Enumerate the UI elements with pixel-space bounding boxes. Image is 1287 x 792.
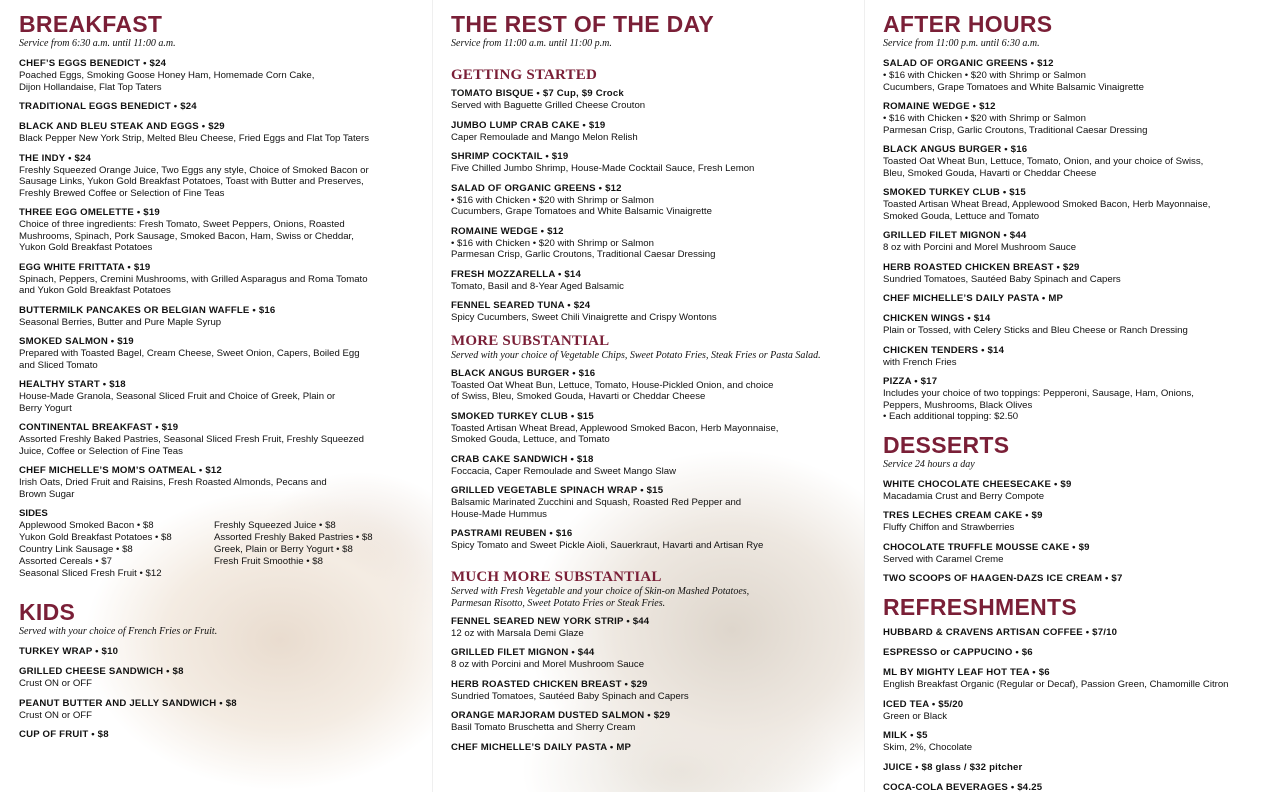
side-item: Fresh Fruit Smoothie • $8 bbox=[214, 556, 323, 567]
description-line: Sundried Tomatoes, Sautéed Baby Spinach and Capers bbox=[883, 273, 1121, 285]
menu-item-description bbox=[19, 434, 424, 457]
menu-item-description bbox=[451, 423, 856, 446]
menu-item-name: SMOKED TURKEY CLUB • $15 bbox=[451, 410, 594, 422]
description-line: Peppers, Mushrooms, Black Olives bbox=[883, 399, 1033, 411]
menu-item-name: CRAB CAKE SANDWICH • $18 bbox=[451, 453, 594, 465]
description-line: Prepared with Toasted Bagel, Cream Cheese, Sweet Onion, Capers, Boiled Egg bbox=[19, 348, 360, 359]
menu-item-description bbox=[19, 317, 424, 329]
description-line: Yukon Gold Breakfast Potatoes bbox=[19, 242, 153, 253]
menu-item bbox=[883, 230, 1283, 254]
menu-item bbox=[451, 454, 856, 478]
menu-item bbox=[883, 293, 1283, 305]
menu-item bbox=[451, 742, 856, 754]
side-item: Applewood Smoked Bacon • $8 bbox=[19, 520, 154, 531]
menu-item-name: TOMATO BISQUE • $7 Cup, $9 Crock bbox=[451, 88, 624, 99]
menu-item bbox=[883, 510, 1283, 534]
menu-item-name: PEANUT BUTTER AND JELLY SANDWICH • $8 bbox=[19, 697, 237, 709]
side-item: Greek, Plain or Berry Yogurt • $8 bbox=[214, 544, 353, 555]
description-line: Spinach, Peppers, Cremini Mushrooms, with Grilled Asparagus and Roma Tomato bbox=[19, 273, 368, 285]
menu-item-description bbox=[451, 281, 856, 293]
menu-item bbox=[451, 368, 856, 403]
description-line: • $16 with Chicken • $20 with Shrimp or Salmon bbox=[883, 70, 1086, 81]
description-line: Dijon Hollandaise, Flat Top Taters bbox=[19, 81, 162, 93]
subsection-title: MORE SUBSTANTIAL bbox=[451, 332, 610, 349]
menu-item bbox=[451, 616, 856, 640]
rest-of-day-section bbox=[451, 10, 856, 754]
description-line: Toasted Oat Wheat Bun, Lettuce, Tomato, Onion, and your choice of Swiss, bbox=[883, 156, 1204, 167]
desserts-section bbox=[883, 431, 1283, 586]
menu-item bbox=[883, 573, 1283, 585]
sides-block bbox=[19, 508, 424, 580]
menu-item-name: ROMAINE WEDGE • $12 bbox=[883, 101, 996, 112]
menu-item-name: ICED TEA • $5/20 bbox=[883, 698, 964, 710]
menu-item-name: BLACK ANGUS BURGER • $16 bbox=[883, 144, 1028, 155]
description-line: Smoked Gouda, Lettuce and Tomato bbox=[883, 210, 1040, 222]
menu-item bbox=[19, 379, 424, 414]
service-hours: Service from 6:30 a.m. until 11:00 a.m. bbox=[19, 38, 176, 49]
menu-item-description bbox=[19, 219, 424, 254]
side-item: Assorted Freshly Baked Pastries • $8 bbox=[214, 532, 373, 543]
description-line: Parmesan Crisp, Garlic Croutons, Traditional Caesar Dressing bbox=[883, 124, 1148, 136]
section-title: DESSERTS bbox=[883, 431, 1010, 458]
description-line: Balsamic Marinated Zucchini and Squash, Roasted Red Pepper and bbox=[451, 497, 742, 508]
menu-item-name: BUTTERMILK PANCAKES OR BELGIAN WAFFLE • $16 bbox=[19, 304, 276, 316]
description-line: Includes your choice of two toppings: Pepperoni, Sausage, Ham, Onions, bbox=[883, 388, 1194, 399]
menu-item bbox=[883, 542, 1283, 566]
description-line: and Yukon Gold Breakfast Potatoes bbox=[19, 285, 171, 296]
menu-item-description bbox=[451, 100, 856, 112]
menu-item-description bbox=[451, 132, 856, 144]
menu-item-description bbox=[451, 163, 856, 175]
menu-item-name: CUP OF FRUIT • $8 bbox=[19, 729, 109, 740]
menu-item-description bbox=[19, 70, 424, 93]
menu-item-name: CHEF MICHELLE’S DAILY PASTA • MP bbox=[451, 741, 632, 753]
section-title: THE REST OF THE DAY bbox=[451, 11, 714, 37]
description-line: Tomato, Basil and 8-Year Aged Balsamic bbox=[451, 280, 624, 292]
menu-item bbox=[883, 627, 1283, 639]
menu-item-description bbox=[19, 678, 424, 690]
menu-item-name: TRES LECHES CREAM CAKE • $9 bbox=[883, 510, 1043, 521]
menu-item-description bbox=[451, 540, 856, 552]
description-line: Served with Baguette Grilled Cheese Crouton bbox=[451, 100, 646, 111]
description-line: of Swiss, Bleu, Smoked Gouda, Havarti or Cheddar Cheese bbox=[451, 391, 706, 402]
service-hours: Service 24 hours a day bbox=[883, 458, 975, 470]
menu-item bbox=[451, 269, 856, 293]
description-line: Five Chilled Jumbo Shrimp, House-Made Cocktail Sauce, Fresh Lemon bbox=[451, 163, 755, 174]
menu-item bbox=[883, 699, 1283, 723]
description-line: Crust ON or OFF bbox=[19, 709, 93, 721]
menu-item-name: ROMAINE WEDGE • $12 bbox=[451, 225, 564, 237]
menu-item-description bbox=[883, 388, 1283, 423]
menu-item-name: BLACK AND BLEU STEAK AND EGGS • $29 bbox=[19, 121, 225, 132]
menu-item-name: ORANGE MARJORAM DUSTED SALMON • $29 bbox=[451, 710, 671, 721]
side-item: Seasonal Sliced Fresh Fruit • $12 bbox=[19, 568, 162, 579]
description-line: Sausage Links, Yukon Gold Breakfast Potatoes, Toast with Butter and Preserves, bbox=[19, 176, 364, 187]
description-line: and Sliced Tomato bbox=[19, 359, 98, 371]
menu-item bbox=[451, 300, 856, 324]
description-line: Sundried Tomatoes, Sautéed Baby Spinach and Capers bbox=[451, 690, 689, 702]
menu-item-name: GRILLED FILET MIGNON • $44 bbox=[451, 647, 595, 658]
menu-item-description bbox=[883, 70, 1283, 93]
menu-item-name: MILK • $5 bbox=[883, 730, 928, 741]
description-line: House-Made Hummus bbox=[451, 508, 547, 520]
description-line: Crust ON or OFF bbox=[19, 678, 93, 689]
menu-item-name: HERB ROASTED CHICKEN BREAST • $29 bbox=[451, 678, 648, 690]
menu-item-description bbox=[883, 113, 1283, 136]
description-line: Toasted Artisan Wheat Bread, Applewood Smoked Bacon, Herb Mayonnaise, bbox=[883, 199, 1211, 210]
description-line: Choice of three ingredients: Fresh Tomato, Sweet Peppers, Onions, Roasted bbox=[19, 219, 345, 230]
description-line: with French Fries bbox=[883, 356, 957, 368]
menu-item-description bbox=[883, 274, 1283, 286]
menu-item-description bbox=[19, 274, 424, 297]
description-line: Toasted Oat Wheat Bun, Lettuce, Tomato, House-Pickled Onion, and choice bbox=[451, 379, 774, 391]
menu-item-description bbox=[451, 238, 856, 261]
description-line: Poached Eggs, Smoking Goose Honey Ham, Homemade Corn Cake, bbox=[19, 70, 315, 81]
description-line: 8 oz with Porcini and Morel Mushroom Sauce bbox=[451, 659, 645, 670]
column-divider bbox=[432, 0, 433, 792]
description-line: • Each additional topping: $2.50 bbox=[883, 411, 1019, 422]
section-title: BREAKFAST bbox=[19, 11, 163, 37]
menu-item-description bbox=[451, 628, 856, 640]
menu-item-name: TURKEY WRAP • $10 bbox=[19, 646, 119, 657]
side-item: Freshly Squeezed Juice • $8 bbox=[214, 520, 336, 531]
menu-item bbox=[883, 479, 1283, 503]
menu-item-description bbox=[883, 242, 1283, 254]
description-line: Green or Black bbox=[883, 710, 947, 722]
menu-item bbox=[19, 422, 424, 457]
menu-item bbox=[19, 465, 424, 500]
menu-item bbox=[451, 710, 856, 734]
menu-item-name: THREE EGG OMELETTE • $19 bbox=[19, 207, 160, 218]
menu-item-description bbox=[883, 491, 1283, 503]
menu-item-name: CHICKEN TENDERS • $14 bbox=[883, 344, 1005, 356]
menu-item bbox=[451, 151, 856, 175]
section-title: REFRESHMENTS bbox=[883, 594, 1078, 620]
menu-item-name: CHEF MICHELLE’S DAILY PASTA • MP bbox=[883, 293, 1064, 304]
menu-item-name: WHITE CHOCOLATE CHEESECAKE • $9 bbox=[883, 478, 1072, 490]
breakfast-section bbox=[19, 10, 424, 580]
menu-item-name: SALAD OF ORGANIC GREENS • $12 bbox=[451, 182, 622, 194]
menu-item bbox=[19, 58, 424, 93]
menu-item-name: GRILLED CHEESE SANDWICH • $8 bbox=[19, 666, 184, 677]
menu-item bbox=[451, 226, 856, 261]
menu-item-description bbox=[883, 325, 1283, 337]
description-line: Mushrooms, Spinach, Pork Sausage, Smoked Bacon, Ham, Swiss or Cheddar, bbox=[19, 230, 354, 242]
menu-item bbox=[451, 88, 856, 112]
menu-item-name: BLACK ANGUS BURGER • $16 bbox=[451, 367, 596, 379]
menu-item-description bbox=[883, 156, 1283, 179]
description-line: Spicy Tomato and Sweet Pickle Aioli, Sauerkraut, Havarti and Artisan Rye bbox=[451, 540, 764, 551]
description-line: Smoked Gouda, Lettuce, and Tomato bbox=[451, 434, 610, 445]
description-line: Freshly Squeezed Orange Juice, Two Eggs any style, Choice of Smoked Bacon or bbox=[19, 164, 369, 176]
description-line: 8 oz with Porcini and Morel Mushroom Sauce bbox=[883, 242, 1077, 253]
description-line: • $16 with Chicken • $20 with Shrimp or Salmon bbox=[451, 237, 654, 249]
menu-item bbox=[883, 647, 1283, 659]
section-title: AFTER HOURS bbox=[883, 11, 1053, 37]
menu-item bbox=[883, 58, 1283, 93]
side-item: Yukon Gold Breakfast Potatoes • $8 bbox=[19, 532, 172, 543]
description-line: Parmesan Crisp, Garlic Croutons, Traditional Caesar Dressing bbox=[451, 249, 716, 260]
description-line: Spicy Cucumbers, Sweet Chili Vinaigrette and Crispy Wontons bbox=[451, 312, 717, 323]
description-line: Cucumbers, Grape Tomatoes and White Balsamic Vinaigrette bbox=[883, 81, 1144, 93]
column-after-hours bbox=[883, 10, 1283, 792]
menu-item-name: FRESH MOZZARELLA • $14 bbox=[451, 268, 581, 280]
description-line: Basil Tomato Bruschetta and Sherry Cream bbox=[451, 722, 636, 733]
menu-item-name: JUMBO LUMP CRAB CAKE • $19 bbox=[451, 119, 606, 131]
menu-item bbox=[19, 101, 424, 113]
menu-item-description bbox=[19, 477, 424, 500]
menu-item-name: GRILLED VEGETABLE SPINACH WRAP • $15 bbox=[451, 485, 664, 496]
menu-item bbox=[451, 485, 856, 520]
note-line: Served with Fresh Vegetable and your choice of Skin-on Mashed Potatoes, bbox=[451, 585, 750, 597]
description-line: Irish Oats, Dried Fruit and Raisins, Fresh Roasted Almonds, Pecans and bbox=[19, 477, 327, 488]
refreshments-section bbox=[883, 593, 1283, 792]
menu-item-name: CHICKEN WINGS • $14 bbox=[883, 313, 991, 324]
menu-item-name: CHOCOLATE TRUFFLE MOUSSE CAKE • $9 bbox=[883, 541, 1090, 553]
description-line: Macadamia Crust and Berry Compote bbox=[883, 490, 1045, 502]
menu-item-description bbox=[451, 312, 856, 324]
menu-item-name: TWO SCOOPS OF HAAGEN-DAZS ICE CREAM • $7 bbox=[883, 573, 1123, 584]
service-hours: Service from 11:00 p.m. until 6:30 a.m. bbox=[883, 38, 1040, 49]
menu-item bbox=[19, 121, 424, 145]
kids-section bbox=[19, 598, 424, 741]
description-line: Toasted Artisan Wheat Bread, Applewood Smoked Bacon, Herb Mayonnaise, bbox=[451, 422, 779, 434]
menu-item-description bbox=[883, 522, 1283, 534]
subsection-title: GETTING STARTED bbox=[451, 67, 597, 83]
menu-item-name: HUBBARD & CRAVENS ARTISAN COFFEE • $7/10 bbox=[883, 627, 1118, 638]
description-line: Juice, Coffee or Selection of Fine Teas bbox=[19, 445, 183, 457]
menu-item-name: ESPRESSO or CAPPUCINO • $6 bbox=[883, 647, 1033, 658]
menu-item bbox=[19, 698, 424, 722]
section-title: KIDS bbox=[19, 599, 76, 625]
menu-item-description bbox=[19, 348, 424, 371]
menu-item bbox=[883, 730, 1283, 754]
menu-item-name: HERB ROASTED CHICKEN BREAST • $29 bbox=[883, 261, 1080, 273]
description-line: Plain or Tossed, with Celery Sticks and Bleu Cheese or Ranch Dressing bbox=[883, 325, 1188, 336]
description-line: Assorted Freshly Baked Pastries, Seasonal Sliced Fresh Fruit, Freshly Squeezed bbox=[19, 434, 364, 445]
description-line: Skim, 2%, Chocolate bbox=[883, 742, 973, 753]
description-line: Berry Yogurt bbox=[19, 402, 72, 414]
menu-item bbox=[883, 345, 1283, 369]
side-item: Country Link Sausage • $8 bbox=[19, 544, 133, 555]
menu-item bbox=[883, 782, 1283, 792]
menu-item-description bbox=[19, 165, 424, 200]
column-breakfast-kids bbox=[19, 10, 424, 749]
menu-item bbox=[19, 262, 424, 297]
menu-item-name: SMOKED TURKEY CLUB • $15 bbox=[883, 187, 1026, 198]
description-line: 12 oz with Marsala Demi Glaze bbox=[451, 627, 584, 639]
menu-item-name: GRILLED FILET MIGNON • $44 bbox=[883, 230, 1027, 241]
menu-item-description bbox=[883, 742, 1283, 754]
menu-item bbox=[883, 101, 1283, 136]
menu-item-name: FENNEL SEARED TUNA • $24 bbox=[451, 300, 591, 311]
menu-item-name: CONTINENTAL BREAKFAST • $19 bbox=[19, 422, 179, 433]
menu-item-description bbox=[19, 710, 424, 722]
menu-item bbox=[883, 262, 1283, 286]
menu-item-description bbox=[451, 659, 856, 671]
subsection-note: Served with your choice of Vegetable Chips, Sweet Potato Fries, Steak Fries or Pasta Salad. bbox=[451, 349, 821, 361]
menu-item bbox=[451, 679, 856, 703]
menu-item bbox=[19, 153, 424, 200]
menu-item bbox=[451, 120, 856, 144]
description-line: Freshly Brewed Coffee or Selection of Fine Teas bbox=[19, 187, 225, 199]
description-line: House-Made Granola, Seasonal Sliced Fruit and Choice of Greek, Plain or bbox=[19, 391, 336, 402]
description-line: Brown Sugar bbox=[19, 488, 75, 500]
description-line: Caper Remoulade and Mango Melon Relish bbox=[451, 131, 638, 143]
description-line: Fluffy Chiffon and Strawberries bbox=[883, 522, 1015, 533]
description-line: Served with Caramel Creme bbox=[883, 553, 1004, 565]
column-rest-of-day bbox=[451, 10, 856, 762]
menu-item-description bbox=[883, 199, 1283, 222]
description-line: Bleu, Smoked Gouda, Havarti or Cheddar Cheese bbox=[883, 167, 1097, 179]
menu-item bbox=[883, 187, 1283, 222]
sides-title: SIDES bbox=[19, 508, 48, 519]
menu-item-description bbox=[451, 497, 856, 520]
menu-item-name: JUICE • $8 glass / $32 pitcher bbox=[883, 761, 1023, 773]
menu-item-name: HEALTHY START • $18 bbox=[19, 379, 126, 390]
menu-item bbox=[451, 183, 856, 218]
menu-item bbox=[883, 376, 1283, 423]
menu-item-description bbox=[19, 391, 424, 414]
description-line: Black Pepper New York Strip, Melted Bleu Cheese, Fried Eggs and Flat Top Taters bbox=[19, 133, 370, 144]
menu-item bbox=[19, 207, 424, 254]
menu-item bbox=[883, 313, 1283, 337]
menu-item-description bbox=[451, 466, 856, 478]
description-line: Cucumbers, Grape Tomatoes and White Balsamic Vinaigrette bbox=[451, 206, 712, 217]
description-line: Seasonal Berries, Butter and Pure Maple Syrup bbox=[19, 316, 222, 328]
menu-item-name: FENNEL SEARED NEW YORK STRIP • $44 bbox=[451, 615, 650, 627]
menu-item bbox=[883, 762, 1283, 774]
menu-item-description bbox=[883, 357, 1283, 369]
menu-item bbox=[19, 666, 424, 690]
menu-item-name: SHRIMP COCKTAIL • $19 bbox=[451, 151, 569, 162]
note-line: Parmesan Risotto, Sweet Potato Fries or Steak Fries. bbox=[451, 597, 666, 609]
menu-item-description bbox=[883, 711, 1283, 723]
column-divider bbox=[864, 0, 865, 792]
subsection-title: MUCH MORE SUBSTANTIAL bbox=[451, 568, 662, 585]
menu-item-name: THE INDY • $24 bbox=[19, 152, 92, 164]
menu-item bbox=[883, 667, 1283, 691]
menu-item-name: COCA-COLA BEVERAGES • $4.25 bbox=[883, 781, 1043, 792]
menu-item bbox=[451, 411, 856, 446]
menu-item-name: CHEF MICHELLE’S MOM’S OATMEAL • $12 bbox=[19, 465, 222, 476]
menu-item bbox=[19, 336, 424, 371]
description-line: English Breakfast Organic (Regular or Decaf), Passion Green, Chamomille Citron bbox=[883, 679, 1229, 690]
menu-item-description bbox=[451, 380, 856, 403]
menu-item bbox=[19, 729, 424, 741]
menu-item-description bbox=[883, 554, 1283, 566]
after-hours-section bbox=[883, 10, 1283, 423]
service-hours: Service from 11:00 a.m. until 11:00 p.m. bbox=[451, 38, 612, 49]
menu-item-description bbox=[883, 679, 1283, 691]
menu-item bbox=[19, 305, 424, 329]
menu-item-name: EGG WHITE FRITTATA • $19 bbox=[19, 261, 151, 273]
service-note: Served with your choice of French Fries or Fruit. bbox=[19, 626, 218, 637]
menu-item-name: PIZZA • $17 bbox=[883, 376, 938, 387]
menu-item-name: ML BY MIGHTY LEAF HOT TEA • $6 bbox=[883, 667, 1050, 678]
menu-item-description bbox=[451, 195, 856, 218]
menu-item bbox=[19, 646, 424, 658]
menu-item-description bbox=[19, 133, 424, 145]
subsection-note bbox=[451, 586, 856, 610]
menu-item bbox=[451, 647, 856, 671]
menu-item-name: TRADITIONAL EGGS BENEDICT • $24 bbox=[19, 101, 197, 112]
description-line: • $16 with Chicken • $20 with Shrimp or Salmon bbox=[451, 194, 654, 206]
menu-item-name: SMOKED SALMON • $19 bbox=[19, 336, 134, 347]
menu-item-description bbox=[451, 691, 856, 703]
description-line: Foccacia, Caper Remoulade and Sweet Mango Slaw bbox=[451, 465, 677, 477]
menu-item bbox=[883, 144, 1283, 179]
menu-item-name: PASTRAMI REUBEN • $16 bbox=[451, 528, 573, 539]
menu-item bbox=[451, 528, 856, 552]
menu-item-description bbox=[451, 722, 856, 734]
description-line: • $16 with Chicken • $20 with Shrimp or Salmon bbox=[883, 113, 1086, 124]
menu-item-name: SALAD OF ORGANIC GREENS • $12 bbox=[883, 58, 1054, 69]
side-item: Assorted Cereals • $7 bbox=[19, 556, 112, 567]
menu-item-name: CHEF’S EGGS BENEDICT • $24 bbox=[19, 58, 167, 69]
